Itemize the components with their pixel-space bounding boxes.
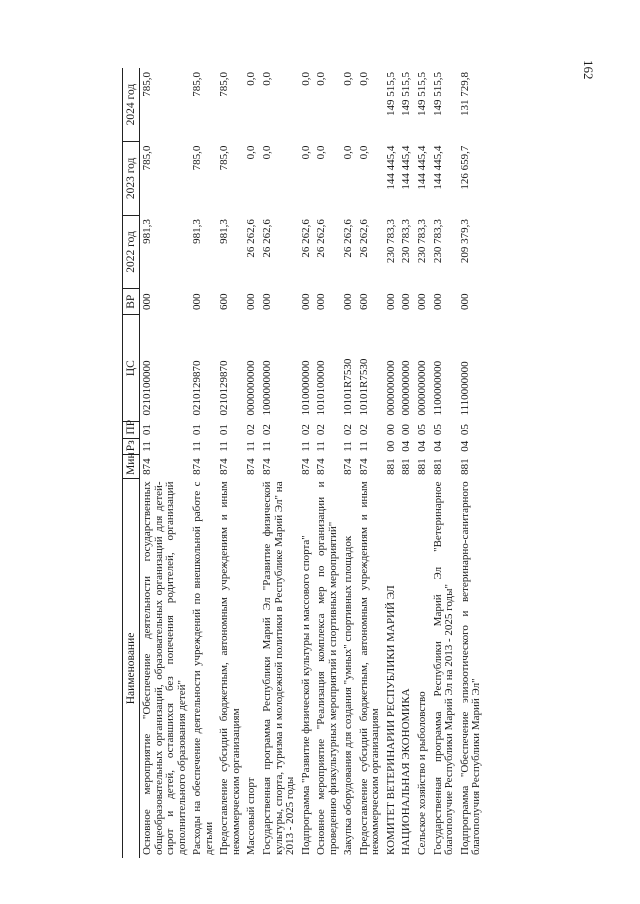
row-2024: 785,0	[218, 72, 231, 97]
row-2023: 0,0	[299, 145, 312, 160]
row-cs: 0000000000	[384, 360, 397, 416]
row-2024: 0,0	[260, 72, 273, 86]
table-header-row	[123, 68, 140, 858]
row-2022: 26 262,6	[260, 219, 273, 258]
row-2023: 144 445,4	[416, 145, 428, 190]
row-cs: 0210100000	[141, 360, 154, 416]
row-vr: 000	[260, 293, 273, 310]
row-rz: 00	[384, 440, 397, 452]
row-2022: 230 783,3	[400, 219, 413, 264]
row-2024: 0,0	[342, 72, 355, 86]
row-cs: 0210129870	[218, 360, 231, 416]
row-name: Сельское хозяйство и рыболовство	[416, 691, 428, 855]
table-row	[399, 68, 415, 858]
row-2022: 981,3	[218, 219, 231, 244]
header-cs: ЦС	[123, 315, 140, 422]
row-rz: 04	[458, 440, 471, 452]
row-min: 881	[384, 458, 397, 475]
row-pr: 02	[245, 424, 258, 436]
row-rz: 11	[191, 441, 204, 452]
header-vr: ВР	[123, 289, 140, 315]
header-min: Мин	[123, 455, 140, 479]
row-2024: 149 515,5	[431, 72, 444, 116]
row-cs: 0000000000	[245, 360, 258, 416]
row-name: Подпрограмма "Обеспечение эпизоотического и ветеринарно-санитарного благополучия Республики Марий Эл"	[458, 481, 483, 855]
row-min: 881	[458, 458, 471, 475]
row-2023: 0,0	[342, 145, 355, 160]
row-pr: 02	[315, 424, 328, 436]
row-rz: 04	[431, 440, 444, 452]
row-pr: 05	[458, 424, 471, 436]
row-rz: 04	[400, 440, 413, 452]
row-vr: 600	[357, 293, 370, 310]
row-2023: 0,0	[245, 145, 258, 160]
row-vr: 000	[458, 293, 471, 310]
row-2022: 26 262,6	[245, 219, 258, 258]
row-name: Расходы на обеспечение деятельности учреждений по внешкольной работе с детьми	[191, 481, 215, 855]
table-row	[384, 68, 400, 858]
table-row	[217, 68, 244, 858]
row-2023: 144 445,4	[400, 145, 413, 190]
row-2023: 785,0	[218, 145, 231, 171]
row-name: Предоставление субсидий бюджетным, автономным учреждениям и иным некоммерческим организациям	[357, 481, 382, 855]
row-2022: 230 783,3	[431, 219, 444, 264]
table-row	[458, 68, 485, 858]
row-2023: 144 445,4	[384, 145, 397, 190]
row-pr: 01	[141, 424, 154, 436]
row-min: 874	[245, 458, 258, 475]
row-name: НАЦИОНАЛЬНАЯ ЭКОНОМИКА	[400, 688, 413, 855]
header-name: Наименование	[123, 478, 140, 858]
row-2022: 26 262,6	[299, 219, 312, 258]
row-cs: 1110000000	[458, 361, 471, 416]
row-min: 874	[357, 458, 370, 475]
row-2024: 149 515,5	[384, 72, 397, 116]
row-2022: 230 783,3	[384, 219, 397, 264]
row-cs: 1010000000	[299, 360, 312, 416]
row-2022: 981,3	[191, 219, 204, 244]
page-number: 162	[581, 60, 596, 80]
row-min: 874	[315, 458, 328, 475]
row-pr: 05	[416, 424, 428, 436]
row-2023: 785,0	[141, 145, 154, 171]
row-vr: 000	[384, 293, 397, 310]
row-rz: 11	[218, 441, 231, 452]
row-vr: 000	[141, 293, 154, 310]
row-pr: 02	[260, 424, 273, 436]
table-row	[415, 68, 431, 858]
row-name: Основное мероприятие "Обеспечение деятельности государственных общеобразовательных организаций, образовательных организаций для детей-сирот и детей, оставшихся без попечения родителей, организаций дополнительного образования детей"	[141, 481, 188, 855]
row-rz: 11	[141, 441, 154, 452]
header-2023: 2023 год	[123, 142, 140, 216]
row-min: 874	[342, 458, 355, 475]
row-vr: 000	[245, 293, 258, 310]
row-2022: 26 262,6	[342, 219, 355, 258]
row-cs: 10101R7530	[357, 358, 370, 416]
row-cs: 1000000000	[260, 360, 273, 416]
row-rz: 11	[260, 441, 273, 452]
row-name: Подпрограмма "Развитие физической культуры и массового спорта"	[299, 535, 312, 855]
row-2023: 785,0	[191, 145, 204, 171]
row-rz: 11	[342, 441, 355, 452]
header-2024: 2024 год	[123, 68, 140, 142]
row-name: Массовый спорт	[245, 777, 258, 855]
row-cs: 1100000000	[431, 360, 444, 416]
row-2024: 785,0	[191, 72, 204, 97]
table-row	[299, 68, 315, 858]
row-name: Государственная программа Республики Марий Эл "Ветеринарное благополучие Республики Марий Эл на 2013 - 2025 годы"	[431, 481, 456, 855]
row-cs: 0000000000	[416, 360, 428, 416]
row-2024: 149 515,5	[416, 72, 428, 116]
row-2023: 126 659,7	[458, 145, 471, 190]
row-pr: 02	[357, 424, 370, 436]
header-rz: Рз	[123, 438, 140, 455]
row-2024: 0,0	[315, 72, 328, 86]
row-pr: 01	[218, 424, 231, 436]
row-vr: 000	[315, 293, 328, 310]
row-min: 874	[141, 458, 154, 475]
row-pr: 00	[400, 424, 413, 436]
row-pr: 02	[342, 424, 355, 436]
row-name: Государственная программа Республики Марий Эл "Развитие физической культуры, спорта, туризма и молодежной политики в Республике Марий Эл" на 2013 - 2025 годы	[260, 481, 297, 855]
row-name: КОМИТЕТ ВЕТЕРИНАРИИ РЕСПУБЛИКИ МАРИЙ ЭЛ	[384, 585, 397, 855]
row-name: Основное мероприятие "Реализация комплекса мер по организации и проведению физкультурных мероприятий и спортивных мероприятий"	[315, 481, 339, 855]
row-2024: 131 729,8	[458, 72, 471, 116]
row-pr: 00	[384, 424, 397, 436]
row-min: 874	[191, 458, 204, 475]
row-2022: 26 262,6	[357, 219, 370, 258]
row-2024: 149 515,5	[400, 72, 413, 116]
row-min: 881	[400, 458, 413, 475]
row-rz: 11	[357, 441, 370, 452]
row-rz: 11	[245, 441, 258, 452]
table-row	[260, 68, 299, 858]
row-min: 874	[299, 458, 312, 475]
table-row	[431, 68, 458, 858]
row-2022: 209 379,3	[458, 219, 471, 264]
row-vr: 000	[342, 293, 355, 310]
row-pr: 02	[299, 424, 312, 436]
row-2024: 0,0	[357, 72, 370, 86]
row-cs: 1010100000	[315, 360, 328, 416]
row-min: 881	[416, 458, 428, 475]
row-2022: 230 783,3	[416, 219, 428, 264]
row-2023: 0,0	[260, 145, 273, 160]
row-vr: 000	[416, 293, 428, 310]
row-vr: 000	[431, 293, 444, 310]
row-min: 874	[260, 458, 273, 475]
budget-table	[122, 68, 485, 858]
row-2024: 0,0	[299, 72, 312, 86]
header-2022: 2022 год	[123, 215, 140, 289]
row-pr: 01	[191, 424, 204, 436]
table-row	[140, 68, 191, 858]
row-2022: 981,3	[141, 219, 154, 244]
table-row	[357, 68, 384, 858]
row-name: Закупка оборудования для создания "умных" спортивных площадок	[342, 535, 355, 855]
row-vr: 600	[218, 293, 231, 310]
row-cs: 0210129870	[191, 360, 204, 416]
row-min: 874	[218, 458, 231, 475]
row-rz: 11	[299, 441, 312, 452]
row-2023: 0,0	[357, 145, 370, 160]
row-vr: 000	[400, 293, 413, 310]
row-2024: 0,0	[245, 72, 258, 86]
table-row	[244, 68, 260, 858]
row-2023: 0,0	[315, 145, 328, 160]
table-row	[341, 68, 357, 858]
row-name: Предоставление субсидий бюджетным, автономным учреждениям и иным некоммерческим организациям	[218, 481, 242, 855]
row-vr: 000	[299, 293, 312, 310]
row-2022: 26 262,6	[315, 219, 328, 258]
table-row	[190, 68, 217, 858]
table-row	[314, 68, 341, 858]
row-2024: 785,0	[141, 72, 154, 97]
rotated-budget-table	[122, 68, 622, 858]
row-rz: 11	[315, 441, 328, 452]
row-rz: 04	[416, 440, 428, 452]
row-pr: 05	[431, 424, 444, 436]
row-vr: 000	[191, 293, 204, 310]
row-2023: 144 445,4	[431, 145, 444, 190]
row-cs: 10101R7530	[342, 358, 355, 416]
header-pr: ПР	[123, 422, 140, 439]
row-min: 881	[431, 458, 444, 475]
row-cs: 0000000000	[400, 360, 413, 416]
